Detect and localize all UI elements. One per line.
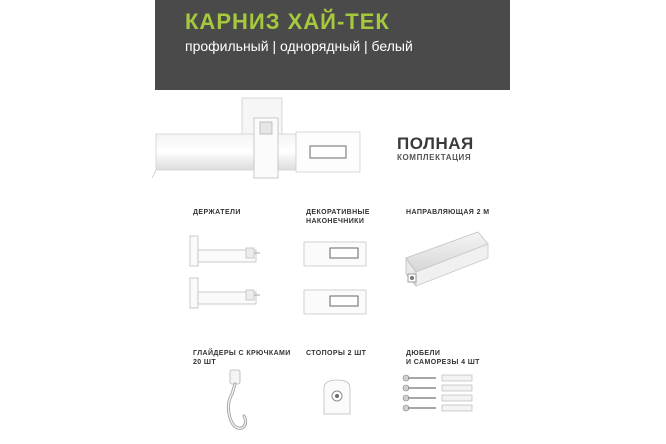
full-set-title: ПОЛНАЯ	[397, 134, 474, 153]
item-label-rail: НАПРАВЛЯЮЩАЯ 2 М	[406, 209, 490, 216]
cornice-assembly-icon	[150, 96, 370, 186]
bracket-holder-icon	[186, 234, 266, 314]
header-banner	[155, 0, 510, 90]
dowels-screws-icon	[402, 372, 478, 418]
full-set-subtitle: КОМПЛЕКТАЦИЯ	[397, 153, 472, 162]
item-label-holders: ДЕРЖАТЕЛИ	[193, 209, 241, 216]
product-title: КАРНИЗ ХАЙ-ТЕК	[185, 9, 390, 34]
stopper-icon	[320, 378, 354, 418]
item-label-end-caps: ДЕКОРАТИВНЫЕ НАКОНЕЧНИКИ	[306, 209, 370, 225]
rail-profile-icon	[398, 228, 494, 292]
item-label-stoppers: СТОПОРЫ 2 ШТ	[306, 350, 367, 357]
product-subtitle: профильный | однорядный | белый	[185, 38, 413, 54]
item-label-gliders: ГЛАЙДЕРЫ С КРЮЧКАМИ 20 ШТ	[193, 350, 291, 366]
item-label-dowels: ДЮБЕЛИ И САМОРЕЗЫ 4 ШТ	[406, 350, 480, 366]
glider-hook-icon	[214, 368, 254, 438]
end-cap-icon	[302, 238, 372, 318]
